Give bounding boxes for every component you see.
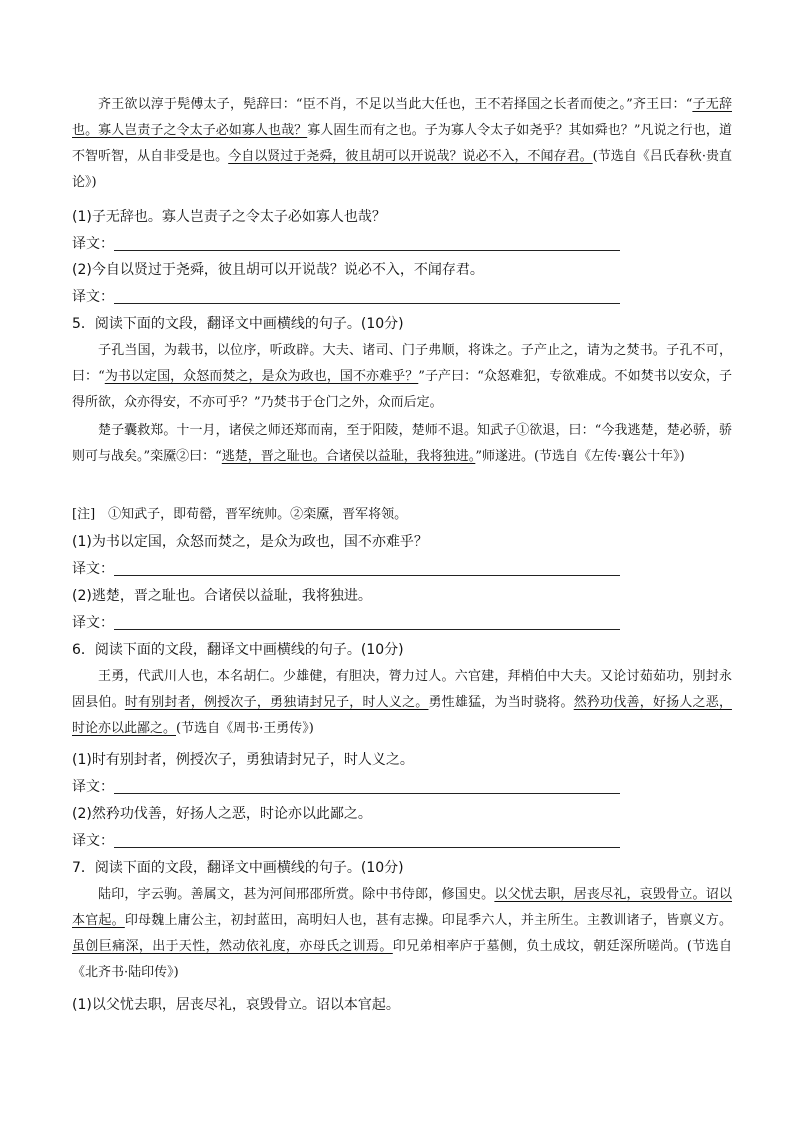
underlined-sentence: 然矜功伐善，好扬人之恶，时论亦以此鄙之。 <box>72 695 732 736</box>
question-7-1: (1)以父忧去职，居丧尽礼，哀毁骨立。诏以本官起。 <box>72 997 400 1013</box>
passage-text-segment: 王勇，代武川人也，本名胡仁。少雄健，有胆决，膂力过人。六官建，拜梢伯中大夫。又论讨茹茹功，别封永固县伯。 <box>72 669 732 710</box>
underlined-sentence: 子无辞也。寡人岂责子之令太子必如寡人也哉？ <box>72 97 732 138</box>
passage-source: ”师遂进。(节选自《左传·襄公十年》) <box>475 449 685 464</box>
translation-label: 译文： <box>72 289 114 305</box>
translation-answer-field[interactable] <box>72 287 620 307</box>
translation-answer-field[interactable] <box>72 613 620 633</box>
translation-answer-field[interactable] <box>72 831 620 851</box>
passage-text-segment: 勇性雄猛，为当时骁将。 <box>428 695 574 710</box>
translation-answer-field[interactable] <box>72 559 620 579</box>
underlined-sentence: 以父忧去职，居丧尽礼，哀毁骨立。诏以本官起。 <box>72 887 732 928</box>
passage-5-note: [注] ①知武子，即荀罃，晋军统帅。②栾黡，晋军将领。 <box>72 507 408 522</box>
translation-answer-field[interactable] <box>72 777 620 797</box>
passage-5-paragraph-2 <box>72 418 732 470</box>
question-6-2: (2)然矜功伐善，好扬人之恶，时论亦以此鄙之。 <box>72 806 372 822</box>
passage-text-segment: 陆印，字云驹。善属文，甚为河间邢邵所赏。除中书侍郎，修国史。 <box>98 887 495 902</box>
question-5-1: (1)为书以定国，众怒而焚之，是众为政也，国不亦难乎？ <box>72 534 428 550</box>
passage-7-text <box>72 882 732 986</box>
question-4-1: (1)子无辞也。寡人岂责子之令太子必如寡人也哉？ <box>72 209 386 225</box>
passage-4-text <box>72 92 732 196</box>
translation-label: 译文： <box>72 561 114 577</box>
passage-text-segment: 楚子囊救郑。十一月，诸侯之师还郑而南，至于阳陵，楚师不退。知武子①欲退，曰：“今我逃楚，楚必骄，骄则可与战矣。”栾黡②曰：“ <box>72 423 732 464</box>
question-6-heading: 6．阅读下面的文段，翻译文中画横线的句子。(10分) <box>72 642 404 658</box>
passage-source: 印兄弟相率庐于墓侧，负土成坟，朝廷深所嗟尚。(节选自《北齐书·陆印传》) <box>72 939 732 980</box>
translation-label: 译文： <box>72 236 114 252</box>
passage-text-segment: 印母魏上庸公主，初封蓝田，高明妇人也，甚有志操。印昆季六人，并主所生。主教训诸子，皆禀义方。 <box>124 913 732 928</box>
answer-line <box>114 793 620 794</box>
underlined-sentence: 虽创巨痛深，出于天性，然动依礼度，亦母氏之训焉。 <box>72 939 393 954</box>
answer-line <box>114 303 620 304</box>
question-5-2: (2)逃楚，晋之耻也。合诸侯以益耻，我将独进。 <box>72 588 372 604</box>
passage-text-segment: ”子产曰：“众怒难犯，专欲难成。不如焚书以安众，子得所欲，众亦得安，不亦可乎？”乃焚书于仓门之外，众而后定。 <box>72 369 732 410</box>
underlined-sentence: 时有别封者，例授次子，勇独请封兄子，时人义之。 <box>124 695 429 710</box>
question-5-heading: 5．阅读下面的文段，翻译文中画横线的句子。(10分) <box>72 316 404 332</box>
passage-6-text <box>72 664 732 742</box>
passage-text-segment: 寡人固生而有之也。子为寡人令太子如尧乎？其如舜也？”凡说之行也，道不智听智，从自非受是也。 <box>72 123 732 164</box>
underlined-sentence: 逃楚，晋之耻也。合诸侯以益耻，我将独进。 <box>221 449 476 464</box>
translation-label: 译文： <box>72 615 114 631</box>
answer-line <box>114 629 620 630</box>
translation-label: 译文： <box>72 779 114 795</box>
passage-5-paragraph-1 <box>72 338 732 416</box>
underlined-sentence: 为书以定国，众怒而焚之，是众为政也，国不亦难乎？ <box>104 369 419 384</box>
underlined-sentence: 今自以贤过于尧舜，彼且胡可以开说哉？说必不入，不闻存君。 <box>228 149 593 164</box>
translation-label: 译文： <box>72 833 114 849</box>
passage-text-segment: 子孔当国，为载书，以位序，听政辟。大夫、诸司、门子弗顺，将诛之。子产止之，请为之焚书。子孔不可，曰：“ <box>72 343 732 384</box>
translation-answer-field[interactable] <box>72 234 620 254</box>
answer-line <box>114 250 620 251</box>
answer-line <box>114 575 620 576</box>
question-7-heading: 7．阅读下面的文段，翻译文中画横线的句子。(10分) <box>72 860 404 876</box>
passage-source: (节选自《周书·王勇传》) <box>176 721 314 736</box>
passage-source: (节选自《吕氏春秋·贵直论》) <box>72 149 732 190</box>
answer-line <box>114 847 620 848</box>
passage-text-segment: 齐王欲以淳于髡傅太子，髡辞曰：“臣不肖，不足以当此大任也，王不若择国之长者而使之。”齐王曰：“ <box>98 97 693 112</box>
question-6-1: (1)时有别封者，例授次子，勇独请封兄子，时人义之。 <box>72 752 414 768</box>
question-4-2: (2)今自以贤过于尧舜，彼且胡可以开说哉？说必不入，不闻存君。 <box>72 262 484 278</box>
